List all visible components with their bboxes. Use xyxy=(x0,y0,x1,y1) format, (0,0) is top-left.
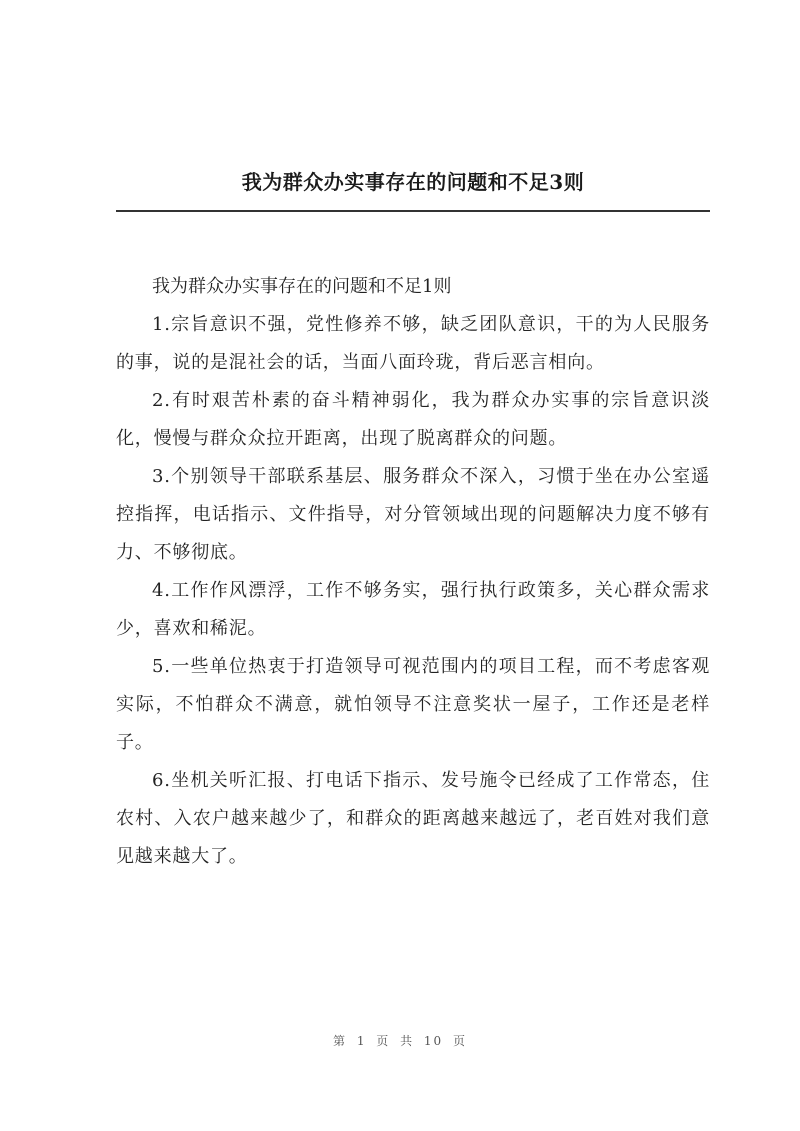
paragraph-1: 1.宗旨意识不强，党性修养不够，缺乏团队意识，干的为人民服务的事，说的是混社会的话，当面八面玲珑，背后恶言相向。 xyxy=(116,314,710,373)
paragraph-6: 6.坐机关听汇报、打电话下指示、发号施令已经成了工作常态，住农村、入农户越来越少了，和群众的距离越来越远了，老百姓对我们意见越来越大了。 xyxy=(116,770,710,867)
paragraph-4: 4.工作作风漂浮，工作不够务实，强行执行政策多，关心群众需求少，喜欢和稀泥。 xyxy=(116,580,710,639)
document-body xyxy=(116,268,710,876)
paragraph-3: 3.个别领导干部联系基层、服务群众不深入，习惯于坐在办公室遥控指挥，电话指示、文件指导，对分管领域出现的问题解决力度不够有力、不够彻底。 xyxy=(116,466,710,563)
document-title: 我为群众办实事存在的问题和不足3则 xyxy=(241,170,585,194)
section-heading: 我为群众办实事存在的问题和不足1则 xyxy=(152,276,452,297)
paragraph-2: 2.有时艰苦朴素的奋斗精神弱化，我为群众办实事的宗旨意识淡化，慢慢与群众众拉开距离，出现了脱离群众的问题。 xyxy=(116,390,710,449)
paragraph-5: 5.一些单位热衷于打造领导可视范围内的项目工程，而不考虑客观实际，不怕群众不满意，就怕领导不注意奖状一屋子，工作还是老样子。 xyxy=(116,656,710,753)
page-number-footer: 第 1 页 共 10 页 xyxy=(333,1034,467,1048)
title-divider xyxy=(116,210,710,212)
